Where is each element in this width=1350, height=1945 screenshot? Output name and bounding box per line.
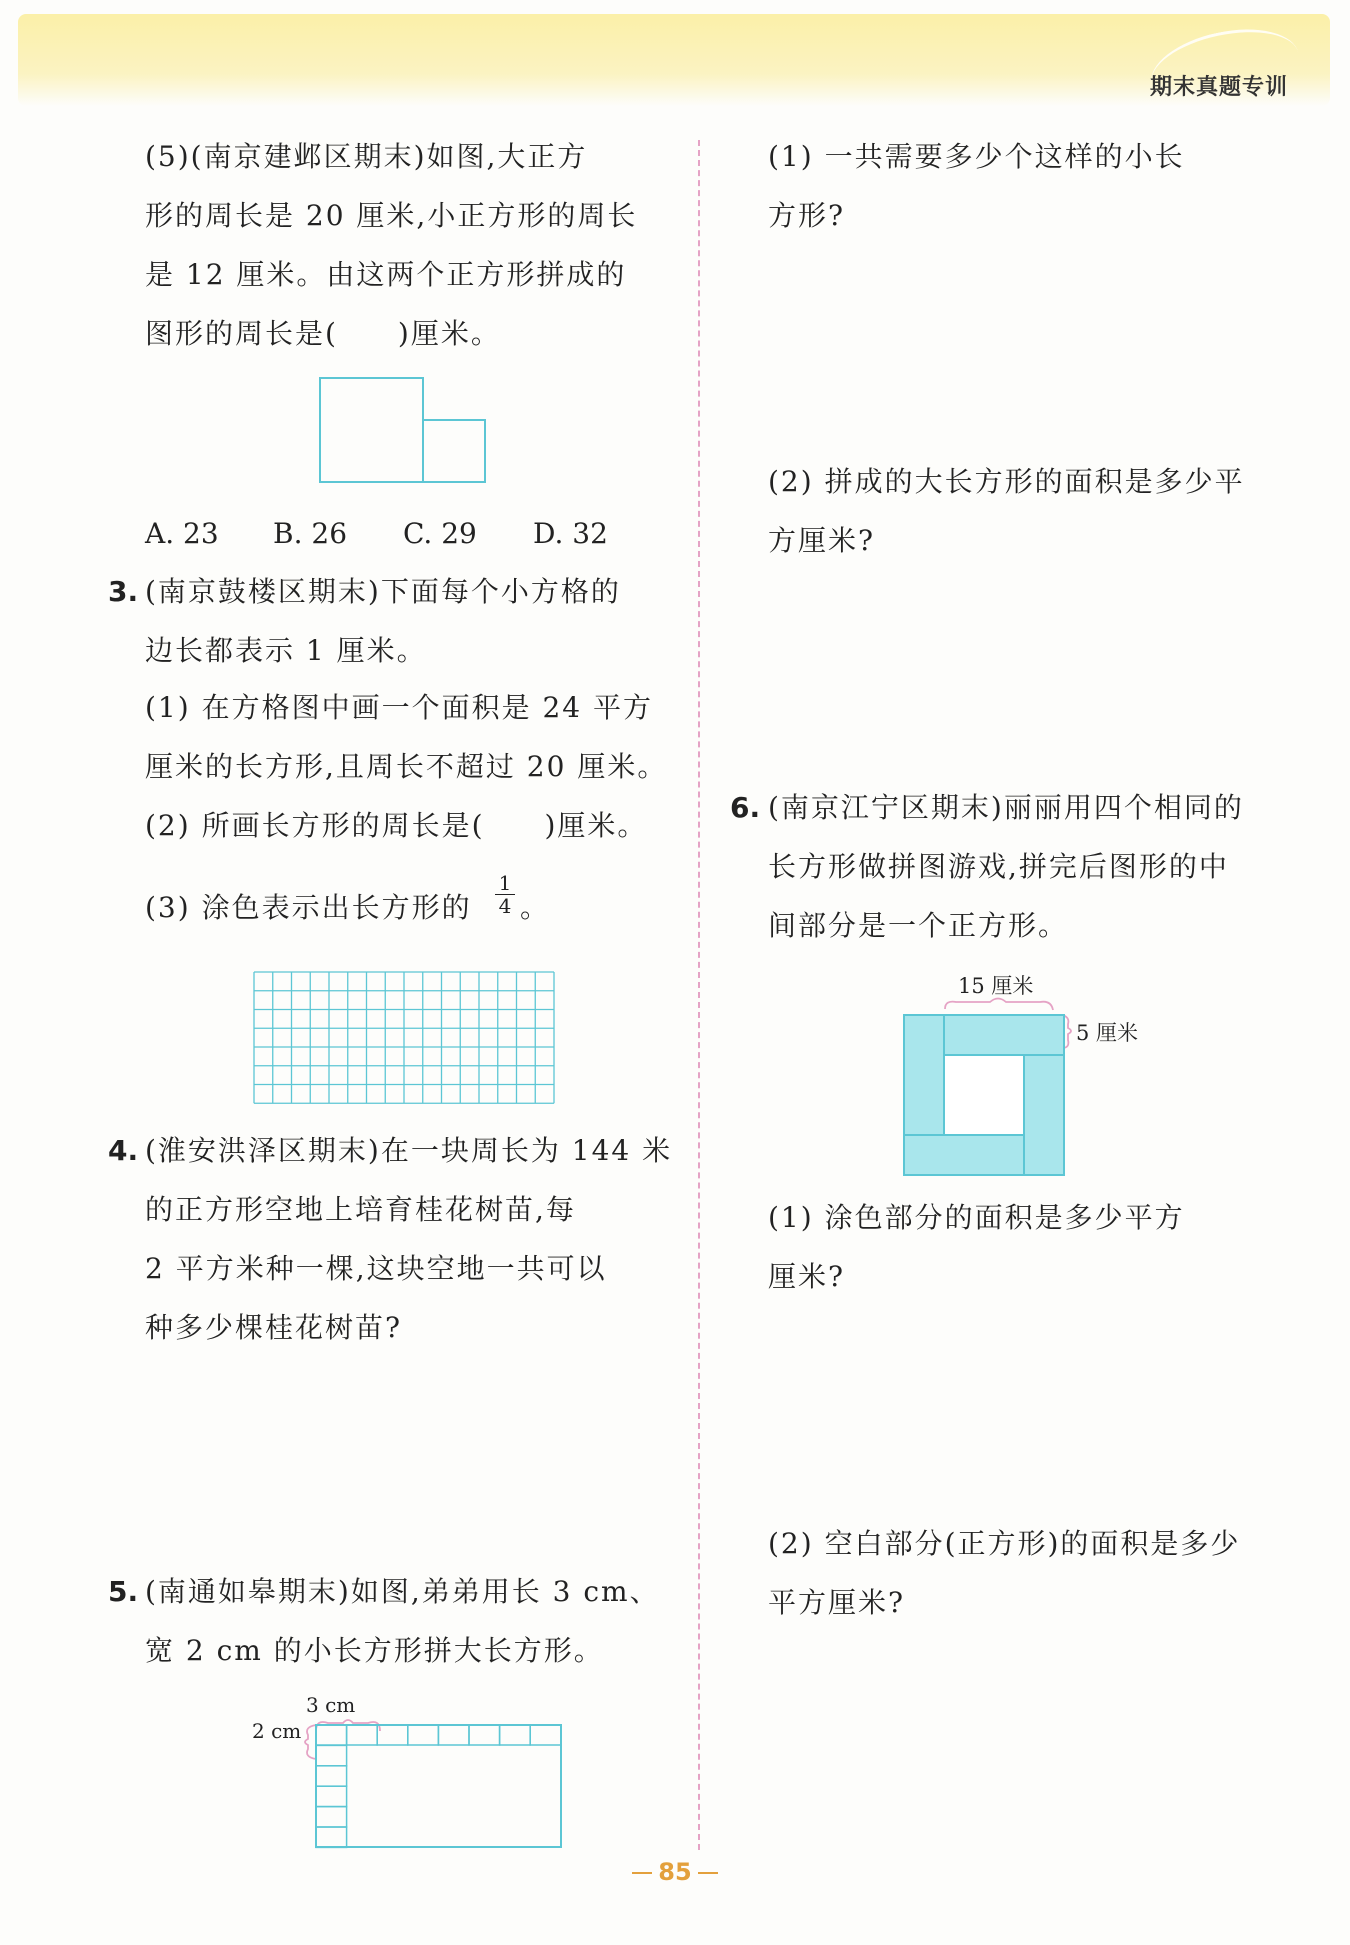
q6-length-brace <box>945 999 1053 1011</box>
small-rectangle <box>500 1725 531 1745</box>
q6-sub2-line-2: 平方厘米? <box>768 1586 906 1619</box>
small-rectangle <box>316 1827 347 1847</box>
option-d: D. 32 <box>533 517 608 550</box>
square-grid <box>252 970 558 1104</box>
top-row-small-rectangles <box>316 1725 561 1745</box>
header-decoration <box>1144 17 1306 120</box>
q2-5-line-1: (5)(南京建邺区期末)如图,大正方 <box>145 140 588 173</box>
q6-line-1: (南京江宁区期末)丽丽用四个相同的 <box>768 791 1244 824</box>
small-rectangle <box>377 1725 408 1745</box>
q3-line-2: 边长都表示 1 厘米。 <box>145 634 427 667</box>
option-b: B. 26 <box>273 517 348 550</box>
option-a: A. 23 <box>145 517 219 550</box>
small-rectangle <box>530 1725 561 1745</box>
center-square <box>944 1055 1024 1135</box>
q6-line-2: 长方形做拼图游戏,拼完后图形的中 <box>768 850 1229 883</box>
q2-5-line-3: 是 12 厘米。由这两个正方形拼成的 <box>145 258 627 291</box>
fraction-numerator: 1 <box>498 871 512 895</box>
q3-line-5: (2) 所画长方形的周长是( )厘米。 <box>145 809 648 842</box>
page-number-value: 85 <box>658 1858 692 1886</box>
q5-sub2-line-1: (2) 拼成的大长方形的面积是多少平 <box>768 465 1245 498</box>
fraction-denominator: 4 <box>498 894 512 918</box>
small-rectangle <box>469 1725 500 1745</box>
small-square <box>423 420 485 482</box>
small-rectangle <box>316 1786 347 1806</box>
q4-line-2: 的正方形空地上培育桂花树苗,每 <box>145 1193 576 1226</box>
pinwheel-figure <box>890 960 1150 1180</box>
width-brace <box>305 1725 316 1759</box>
q4-line-4: 种多少棵桂花树苗? <box>145 1311 403 1344</box>
left-column-small-rectangles <box>316 1745 347 1847</box>
page-number-dash-right <box>698 1872 718 1874</box>
length-label: 3 cm <box>306 1693 356 1717</box>
small-rectangle <box>408 1725 439 1745</box>
option-c: C. 29 <box>403 517 477 550</box>
small-rectangle <box>316 1725 347 1745</box>
small-rectangle <box>438 1725 469 1745</box>
q5-number: 5. <box>108 1575 139 1608</box>
q6-sub1-line-1: (1) 涂色部分的面积是多少平方 <box>768 1201 1185 1234</box>
small-rectangle <box>316 1766 347 1786</box>
q6-sub2-line-1: (2) 空白部分(正方形)的面积是多少 <box>768 1527 1241 1560</box>
grid-lines <box>254 972 554 1103</box>
q6-sub1-line-2: 厘米? <box>768 1260 846 1293</box>
small-rectangle <box>347 1725 378 1745</box>
fraction-one-quarter <box>493 872 517 917</box>
q3-number: 3. <box>108 575 139 608</box>
small-rectangles-figure <box>240 1685 570 1855</box>
q4-number: 4. <box>108 1134 139 1167</box>
small-rectangle <box>316 1745 347 1765</box>
header-band <box>18 14 1330 106</box>
q5-line-1: (南通如皋期末)如图,弟弟用长 3 cm、 <box>145 1575 660 1608</box>
q4-line-1: (淮安洪泽区期末)在一块周长为 144 米 <box>145 1134 673 1167</box>
q5-sub1-line-2: 方形? <box>768 199 846 232</box>
q6-length-label: 15 厘米 <box>958 974 1034 998</box>
section-label: 期末真题专训 <box>1149 75 1288 100</box>
q3-line-6-tail: 。 <box>520 891 551 924</box>
page-number-dash-left <box>632 1872 652 1874</box>
column-divider <box>698 140 700 1850</box>
q6-line-3: 间部分是一个正方形。 <box>768 909 1069 942</box>
q3-line-3: (1) 在方格图中画一个面积是 24 平方 <box>145 691 653 724</box>
q6-number: 6. <box>730 791 761 824</box>
q2-5-line-2: 形的周长是 20 厘米,小正方形的周长 <box>145 199 638 232</box>
q5-sub1-line-1: (1) 一共需要多少个这样的小长 <box>768 140 1185 173</box>
q3-line-6: (3) 涂色表示出长方形的 <box>145 891 472 924</box>
q2-5-line-4: 图形的周长是( )厘米。 <box>145 317 501 350</box>
large-square <box>320 378 423 482</box>
q3-line-4: 厘米的长方形,且周长不超过 20 厘米。 <box>145 750 668 783</box>
small-rectangle <box>316 1807 347 1827</box>
q3-line-1: (南京鼓楼区期末)下面每个小方格的 <box>145 575 621 608</box>
page-number <box>620 1858 730 1886</box>
width-label: 2 cm <box>252 1719 302 1743</box>
q6-width-label: 5 厘米 <box>1076 1021 1139 1045</box>
two-squares-figure <box>300 370 500 490</box>
q4-line-3: 2 平方米种一棵,这块空地一共可以 <box>145 1252 607 1285</box>
q5-line-2: 宽 2 cm 的小长方形拼大长方形。 <box>145 1634 604 1667</box>
q5-sub2-line-2: 方厘米? <box>768 524 876 557</box>
